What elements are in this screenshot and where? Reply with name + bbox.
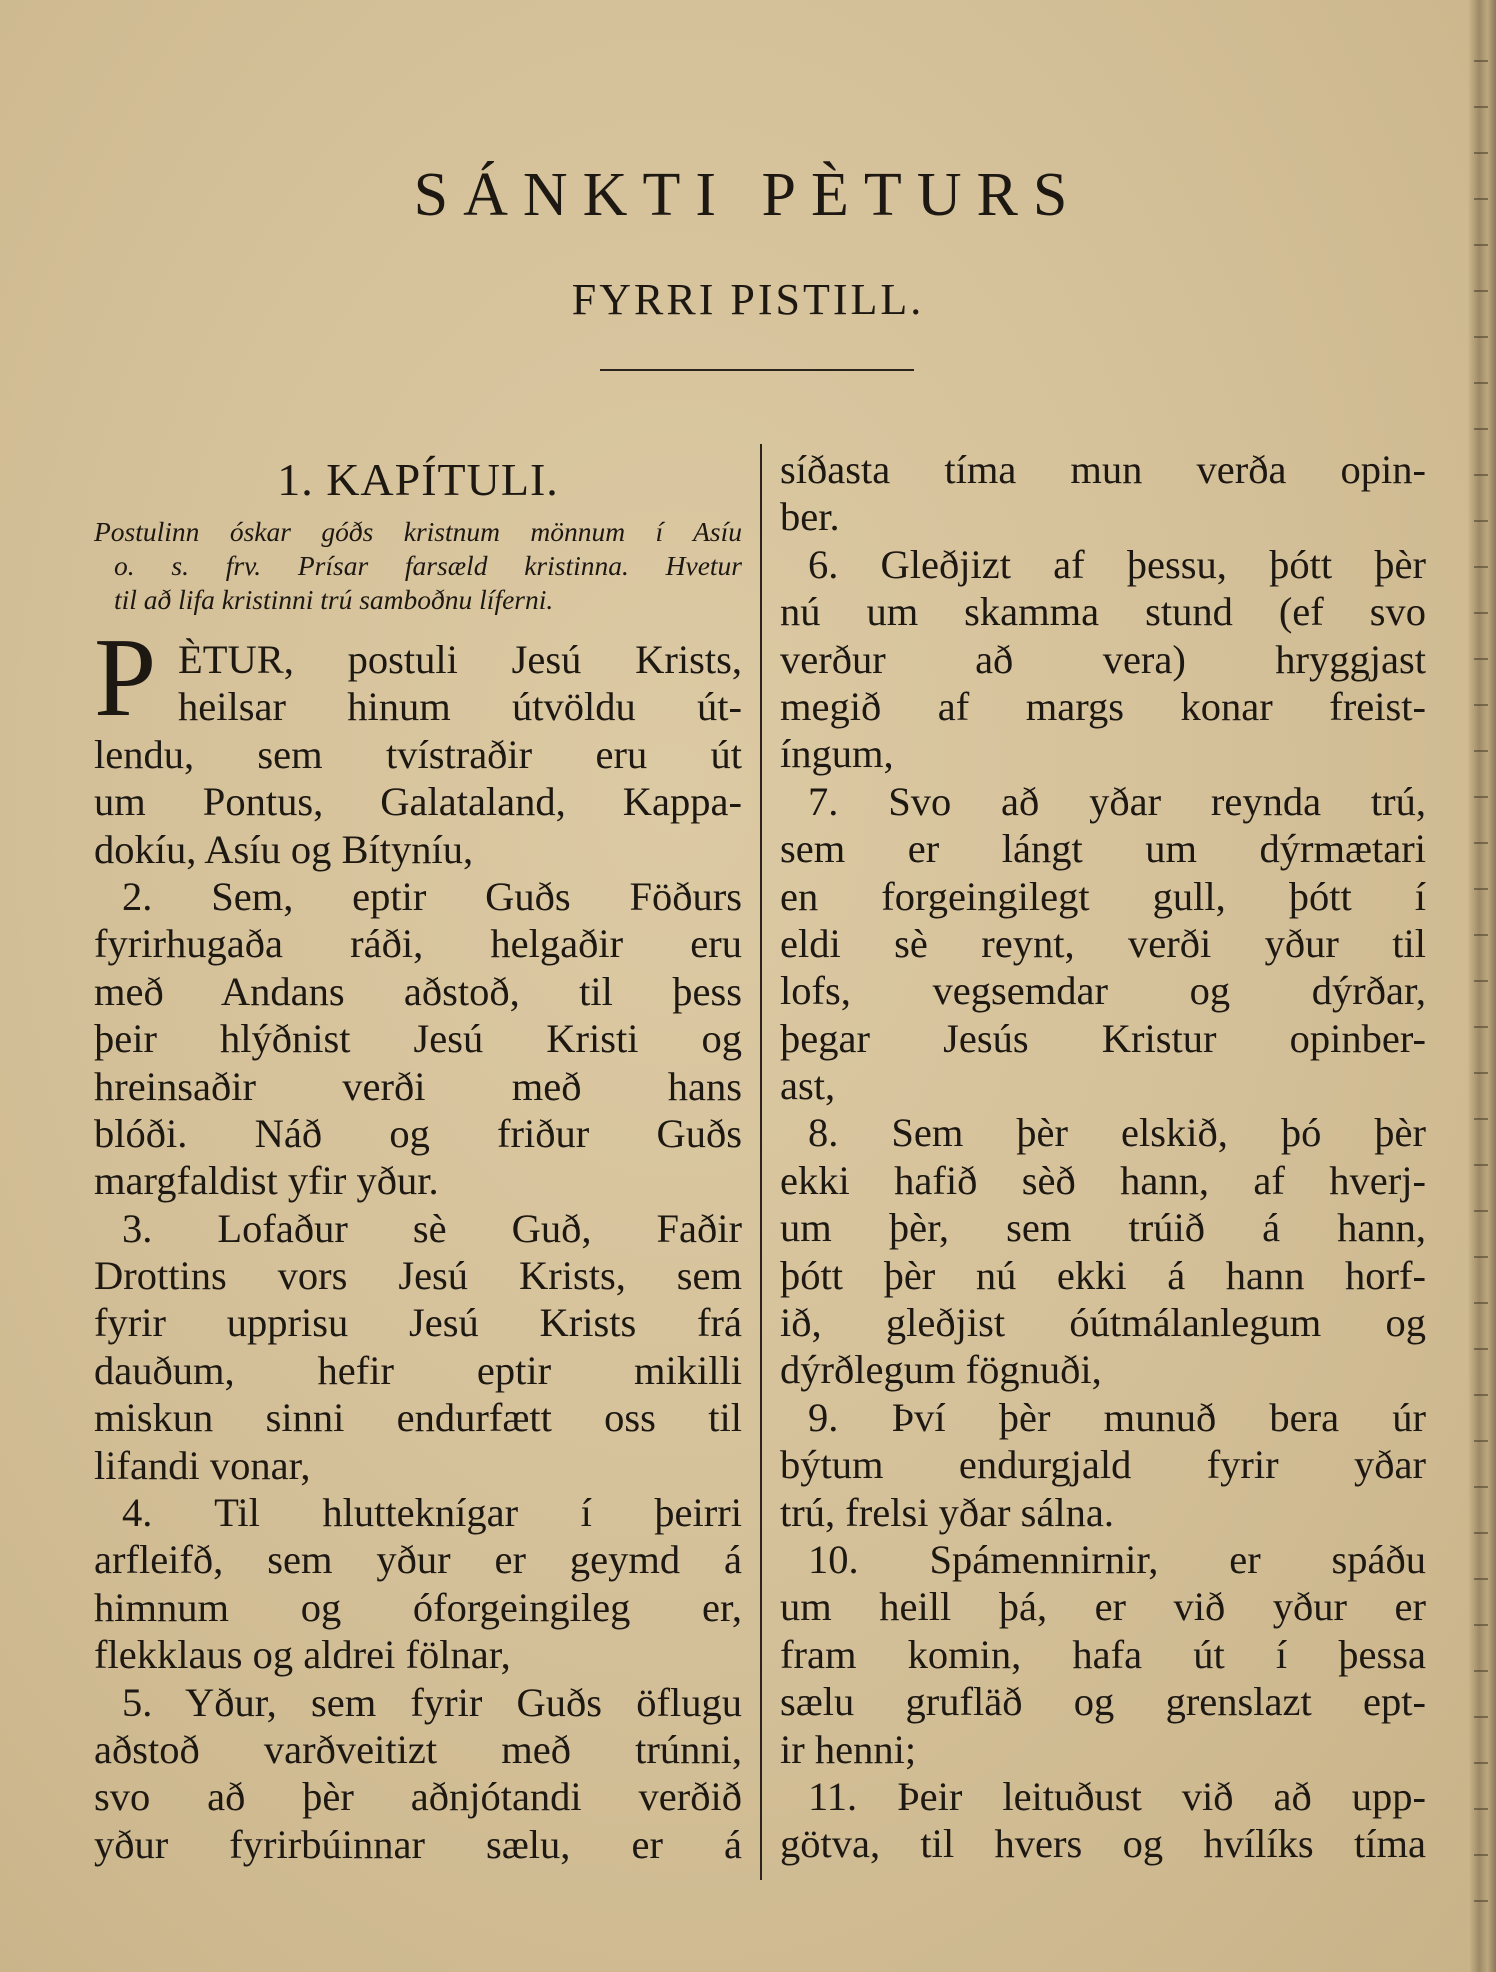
- page-edge-mark: [1474, 704, 1488, 706]
- page-edge-mark: [1474, 842, 1488, 844]
- page-edge-mark: [1474, 1394, 1488, 1396]
- text-line: trú, frelsi yðar sálna.: [780, 1489, 1115, 1535]
- text-line: síðasta tíma mun verða opin-: [780, 447, 1426, 492]
- text-line: en forgeingilegt gull, þótt í: [780, 873, 1426, 919]
- page-edge-mark: [1474, 1808, 1488, 1810]
- text-line: eldi sè reynt, verði yður til: [780, 920, 1426, 966]
- page-edge-mark: [1474, 1670, 1488, 1672]
- page-edge-mark: [1474, 1854, 1488, 1856]
- text-line: dauðum, hefir eptir mikilli: [94, 1347, 742, 1393]
- page-edge-mark: [1474, 1762, 1488, 1764]
- text-line: miskun sinni endurfætt oss til: [94, 1395, 742, 1441]
- page-edge-mark: [1474, 1210, 1488, 1212]
- text-line: dýrðlegum fögnuði,: [780, 1347, 1102, 1393]
- left-column: [94, 636, 742, 1868]
- text-line: lifandi vonar,: [94, 1442, 311, 1488]
- page-edge-mark: [1474, 382, 1488, 384]
- text-line: flekklaus og aldrei fölnar,: [94, 1632, 511, 1678]
- page-subtitle: FYRRI PISTILL.: [571, 275, 925, 324]
- text-line: megið af margs konar freist-: [780, 683, 1426, 729]
- text-line: himnum og óforgeingileg er,: [94, 1584, 742, 1630]
- page-edge-mark: [1474, 1486, 1488, 1488]
- text-line: þótt þèr nú ekki á hann horf-: [780, 1252, 1426, 1298]
- text-line: dokíu, Asíu og Bítyníu,: [94, 826, 474, 872]
- page-title: SÁNKTI PÈTURS: [413, 161, 1083, 229]
- page-edge-mark: [1474, 1256, 1488, 1258]
- page-edge-mark: [1474, 796, 1488, 798]
- text-line: fram komin, hafa út í þessa: [780, 1631, 1426, 1677]
- summary-line: o. s. frv. Prísar farsæld kristinna. Hvetur: [114, 550, 742, 581]
- text-line: 5. Yður, sem fyrir Guðs öflugu: [122, 1679, 742, 1725]
- text-line: ber.: [780, 494, 840, 540]
- text-line: ir henni;: [780, 1726, 917, 1772]
- page-edge-mark: [1474, 1440, 1488, 1442]
- page-edge-mark: [1474, 336, 1488, 338]
- text-line: götva, til hvers og hvílíks tíma: [780, 1821, 1426, 1867]
- text-line: ið, gleðjist óútmálanlegum og: [780, 1300, 1426, 1346]
- page-edge-mark: [1474, 1302, 1488, 1304]
- column-divider: [760, 444, 762, 1880]
- text-line: margfaldist yfir yður.: [94, 1158, 439, 1204]
- text-line: 8. Sem þèr elskið, þó þèr: [808, 1110, 1426, 1156]
- page-edge-mark: [1474, 1532, 1488, 1534]
- page-edge-mark: [1474, 428, 1488, 430]
- text-line: ekki hafið sèð hann, af hverj-: [780, 1157, 1426, 1203]
- page-edge-mark: [1474, 980, 1488, 982]
- text-line: heilsar hinum útvöldu út-: [178, 684, 742, 730]
- text-line: fyrir upprisu Jesú Krists frá: [94, 1300, 742, 1346]
- text-line: fyrirhugaða ráði, helgaðir eru: [94, 921, 742, 967]
- page-edge-mark: [1474, 1716, 1488, 1718]
- page-edge-mark: [1474, 1900, 1488, 1902]
- text-line: arfleifð, sem yður er geymd á: [94, 1537, 742, 1583]
- text-line: blóði. Náð og friður Guðs: [94, 1110, 742, 1156]
- text-line: yður fyrirbúinnar sælu, er á: [94, 1821, 742, 1867]
- page-edge-mark: [1474, 244, 1488, 246]
- page-edge-mark: [1474, 1026, 1488, 1028]
- page-edge-mark: [1474, 750, 1488, 752]
- text-line: ÈTUR, postuli Jesú Krists,: [178, 637, 742, 682]
- text-line: verður að vera) hryggjast: [780, 636, 1426, 682]
- page-edge-mark: [1474, 152, 1488, 154]
- page-edge-mark: [1474, 658, 1488, 660]
- text-line: sælu grufläð og grenslazt ept-: [780, 1679, 1426, 1725]
- text-line: þegar Jesús Kristur opinber-: [780, 1015, 1426, 1061]
- text-line: nú um skamma stund (ef svo: [780, 589, 1426, 635]
- text-line: svo að þèr aðnjótandi verðið: [94, 1774, 742, 1820]
- text-line: Drottins vors Jesú Krists, sem: [94, 1253, 742, 1299]
- drop-cap: P: [94, 616, 157, 740]
- text-line: 2. Sem, eptir Guðs Föðurs: [122, 873, 742, 919]
- text-line: býtum endurgjald fyrir yðar: [780, 1442, 1426, 1488]
- text-line: 10. Spámennirnir, er spáðu: [808, 1536, 1426, 1582]
- page-edge-mark: [1474, 1118, 1488, 1120]
- text-line: lofs, vegsemdar og dýrðar,: [780, 968, 1426, 1014]
- text-line: með Andans aðstoð, til þess: [94, 968, 742, 1014]
- text-line: sem er lángt um dýrmætari: [780, 826, 1426, 872]
- text-line: 9. Því þèr munuð bera úr: [808, 1394, 1426, 1440]
- text-line: um Pontus, Galataland, Kappa-: [94, 779, 742, 825]
- summary-line: Postulinn óskar góðs kristnum mönnum í Asíu: [94, 516, 742, 547]
- page-edge-mark: [1474, 106, 1488, 108]
- page-edge-mark: [1474, 1164, 1488, 1166]
- page-edge-mark: [1474, 1348, 1488, 1350]
- page-edge-mark: [1474, 474, 1488, 476]
- text-line: íngum,: [780, 731, 894, 777]
- text-line: þeir hlýðnist Jesú Kristi og: [94, 1016, 742, 1062]
- text-line: um heill þá, er við yður er: [780, 1584, 1426, 1630]
- text-line: ast,: [780, 1063, 836, 1109]
- text-line: 11. Þeir leituðust við að upp-: [808, 1773, 1426, 1819]
- text-line: lendu, sem tvístraðir eru út: [94, 731, 742, 777]
- text-line: 3. Lofaður sè Guð, Faðir: [122, 1205, 742, 1251]
- page-edge-mark: [1474, 520, 1488, 522]
- summary-line: til að lifa kristinni trú samboðnu líferni.: [114, 584, 554, 615]
- text-line: um þèr, sem trúið á hann,: [780, 1205, 1426, 1251]
- text-line: aðstoð varðveitizt með trúnni,: [94, 1726, 742, 1772]
- chapter-heading: 1. KAPÍTULI.: [277, 454, 559, 505]
- page-edge-mark: [1474, 60, 1488, 62]
- text-line: 4. Til hlutteknígar í þeirri: [122, 1490, 742, 1536]
- text-line: 6. Gleðjizt af þessu, þótt þèr: [808, 541, 1426, 587]
- page-edge-mark: [1474, 1072, 1488, 1074]
- page-edge-mark: [1474, 612, 1488, 614]
- page-edge-mark: [1474, 566, 1488, 568]
- text-line: 7. Svo að yðar reynda trú,: [808, 778, 1426, 824]
- text-line: hreinsaðir verði með hans: [94, 1063, 742, 1109]
- page-edge-mark: [1474, 888, 1488, 890]
- page-edge-mark: [1474, 1578, 1488, 1580]
- title-rule: [600, 369, 914, 371]
- page-edge-mark: [1474, 1624, 1488, 1626]
- page-edge-mark: [1474, 934, 1488, 936]
- chapter-summary: [94, 515, 742, 617]
- right-column: [780, 446, 1426, 1868]
